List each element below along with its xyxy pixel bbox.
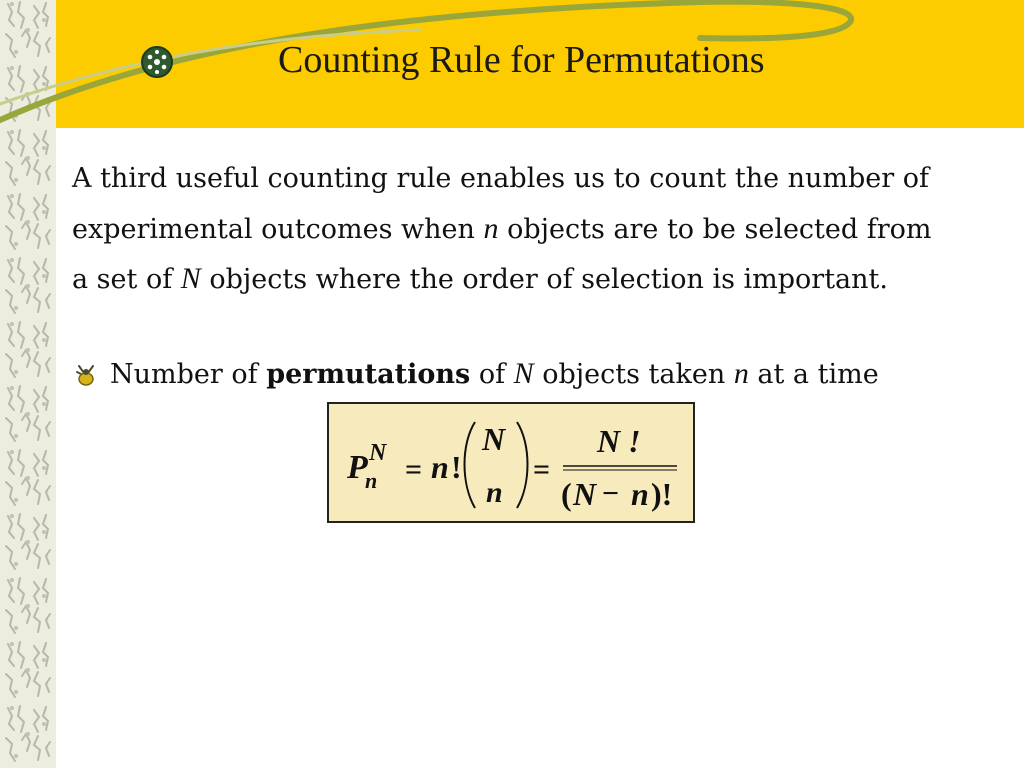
paragraph-text-1: A third useful counting rule enables us to count the number of experimental outcomes when [72, 163, 930, 245]
binomial-top-N: N [482, 421, 506, 457]
denominator-minus: − [602, 477, 620, 510]
formula-P: P [347, 449, 368, 486]
denominator-N: N [573, 476, 597, 512]
bullet-bold-term: permutations [266, 359, 471, 390]
bullet-text-2: of [470, 359, 514, 390]
formula-n: n [431, 449, 449, 485]
bullet-variable-n: n [733, 357, 749, 390]
bullet-text-4: at a time [748, 359, 879, 390]
binomial-bottom-n: n [486, 476, 503, 509]
formula-subscript-n: n [365, 468, 378, 493]
paragraph-text-3: objects where the order of selection is important. [200, 264, 888, 295]
permutation-formula [329, 404, 693, 521]
bullet-variable-N: N [513, 357, 534, 390]
formula-factorial-bang: ! [451, 449, 462, 485]
paragraph-text-2: objects are to be selected from a set of [72, 213, 932, 295]
bullet-item [110, 356, 900, 393]
variable-N: N [180, 262, 201, 295]
binomial-left-paren [465, 422, 476, 508]
formula-equals-2: = [533, 453, 551, 486]
denominator-close-paren-factorial: )! [651, 476, 673, 512]
slide-title: Counting Rule for Permutations [278, 39, 765, 81]
denominator-n: n [631, 476, 649, 512]
formula-box [327, 402, 695, 523]
formula-equals-1: = [405, 453, 423, 486]
bug-bullet-icon [74, 363, 98, 387]
bullet-text-3: objects taken [533, 359, 734, 390]
green-dotted-circle-icon [140, 45, 174, 79]
binomial-right-paren [517, 422, 528, 508]
formula-superscript-N: N [369, 440, 387, 466]
bullet-text-1: Number of [110, 359, 267, 390]
body-paragraph [72, 154, 952, 305]
variable-n: n [483, 211, 499, 245]
fraction-numerator: N ! [597, 423, 641, 459]
denominator-open-paren: ( [561, 476, 572, 512]
